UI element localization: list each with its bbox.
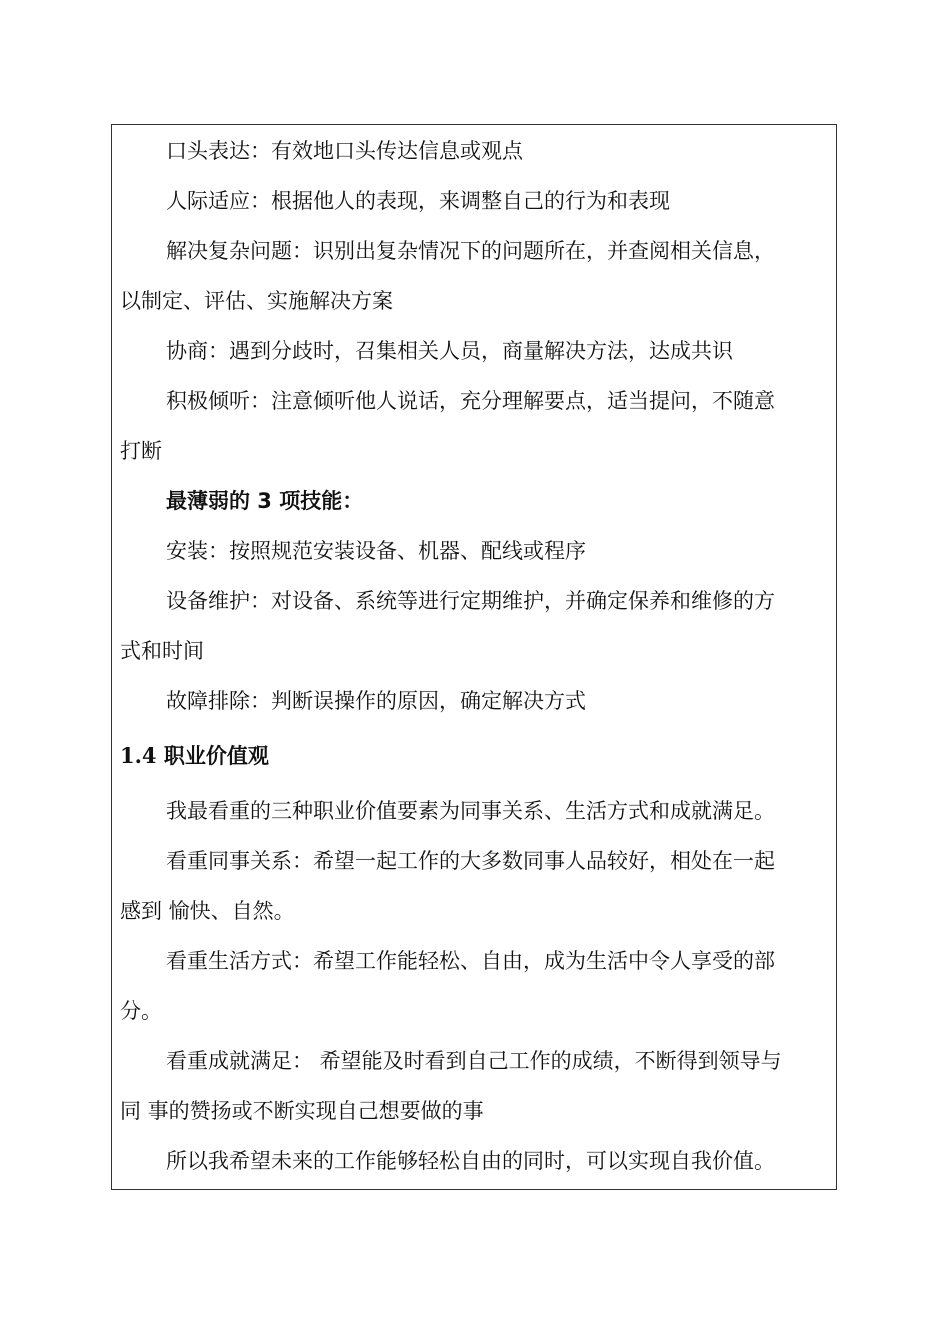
paragraph-achievement-cont: 同 事的赞扬或不断实现自己想要做的事 xyxy=(120,1099,484,1123)
document-frame xyxy=(111,124,837,1190)
paragraph-active-listening: 积极倾听：注意倾听他人说话，充分理解要点，适当提问，不随意 xyxy=(166,389,775,413)
paragraph-interpersonal-adaptation: 人际适应：根据他人的表现，来调整自己的行为和表现 xyxy=(166,189,670,213)
paragraph-installation: 安装：按照规范安装设备、机器、配线或程序 xyxy=(166,539,586,563)
paragraph-oral-expression: 口头表达：有效地口头传达信息或观点 xyxy=(166,139,523,163)
paragraph-values-summary: 我最看重的三种职业价值要素为同事关系、生活方式和成就满足。 xyxy=(166,799,775,823)
paragraph-complex-problem-solving-cont: 以制定、评估、实施解决方案 xyxy=(120,289,393,313)
paragraph-lifestyle: 看重生活方式：希望工作能轻松、自由，成为生活中令人享受的部 xyxy=(166,949,775,973)
paragraph-equipment-maintenance-cont: 式和时间 xyxy=(120,639,204,663)
paragraph-active-listening-cont: 打断 xyxy=(120,439,162,463)
paragraph-equipment-maintenance: 设备维护：对设备、系统等进行定期维护，并确定保养和维修的方 xyxy=(166,589,775,613)
weakest-skills-heading: 最薄弱的 3 项技能： xyxy=(166,489,364,513)
paragraph-colleague-relations-cont: 感到 愉快、自然。 xyxy=(120,899,295,923)
paragraph-lifestyle-cont: 分。 xyxy=(120,999,162,1023)
paragraph-troubleshooting: 故障排除：判断误操作的原因，确定解决方式 xyxy=(166,689,586,713)
paragraph-negotiation: 协商：遇到分歧时，召集相关人员，商量解决方法，达成共识 xyxy=(166,339,733,363)
paragraph-complex-problem-solving: 解决复杂问题：识别出复杂情况下的问题所在，并查阅相关信息， xyxy=(166,239,775,263)
paragraph-colleague-relations: 看重同事关系：希望一起工作的大多数同事人品较好，相处在一起 xyxy=(166,849,775,873)
paragraph-conclusion: 所以我希望未来的工作能够轻松自由的同时，可以实现自我价值。 xyxy=(166,1149,775,1173)
paragraph-achievement: 看重成就满足： 希望能及时看到自己工作的成绩，不断得到领导与 xyxy=(166,1049,782,1073)
document-content xyxy=(120,126,832,1186)
section-heading-career-values: 1.4 职业价值观 xyxy=(120,743,269,768)
